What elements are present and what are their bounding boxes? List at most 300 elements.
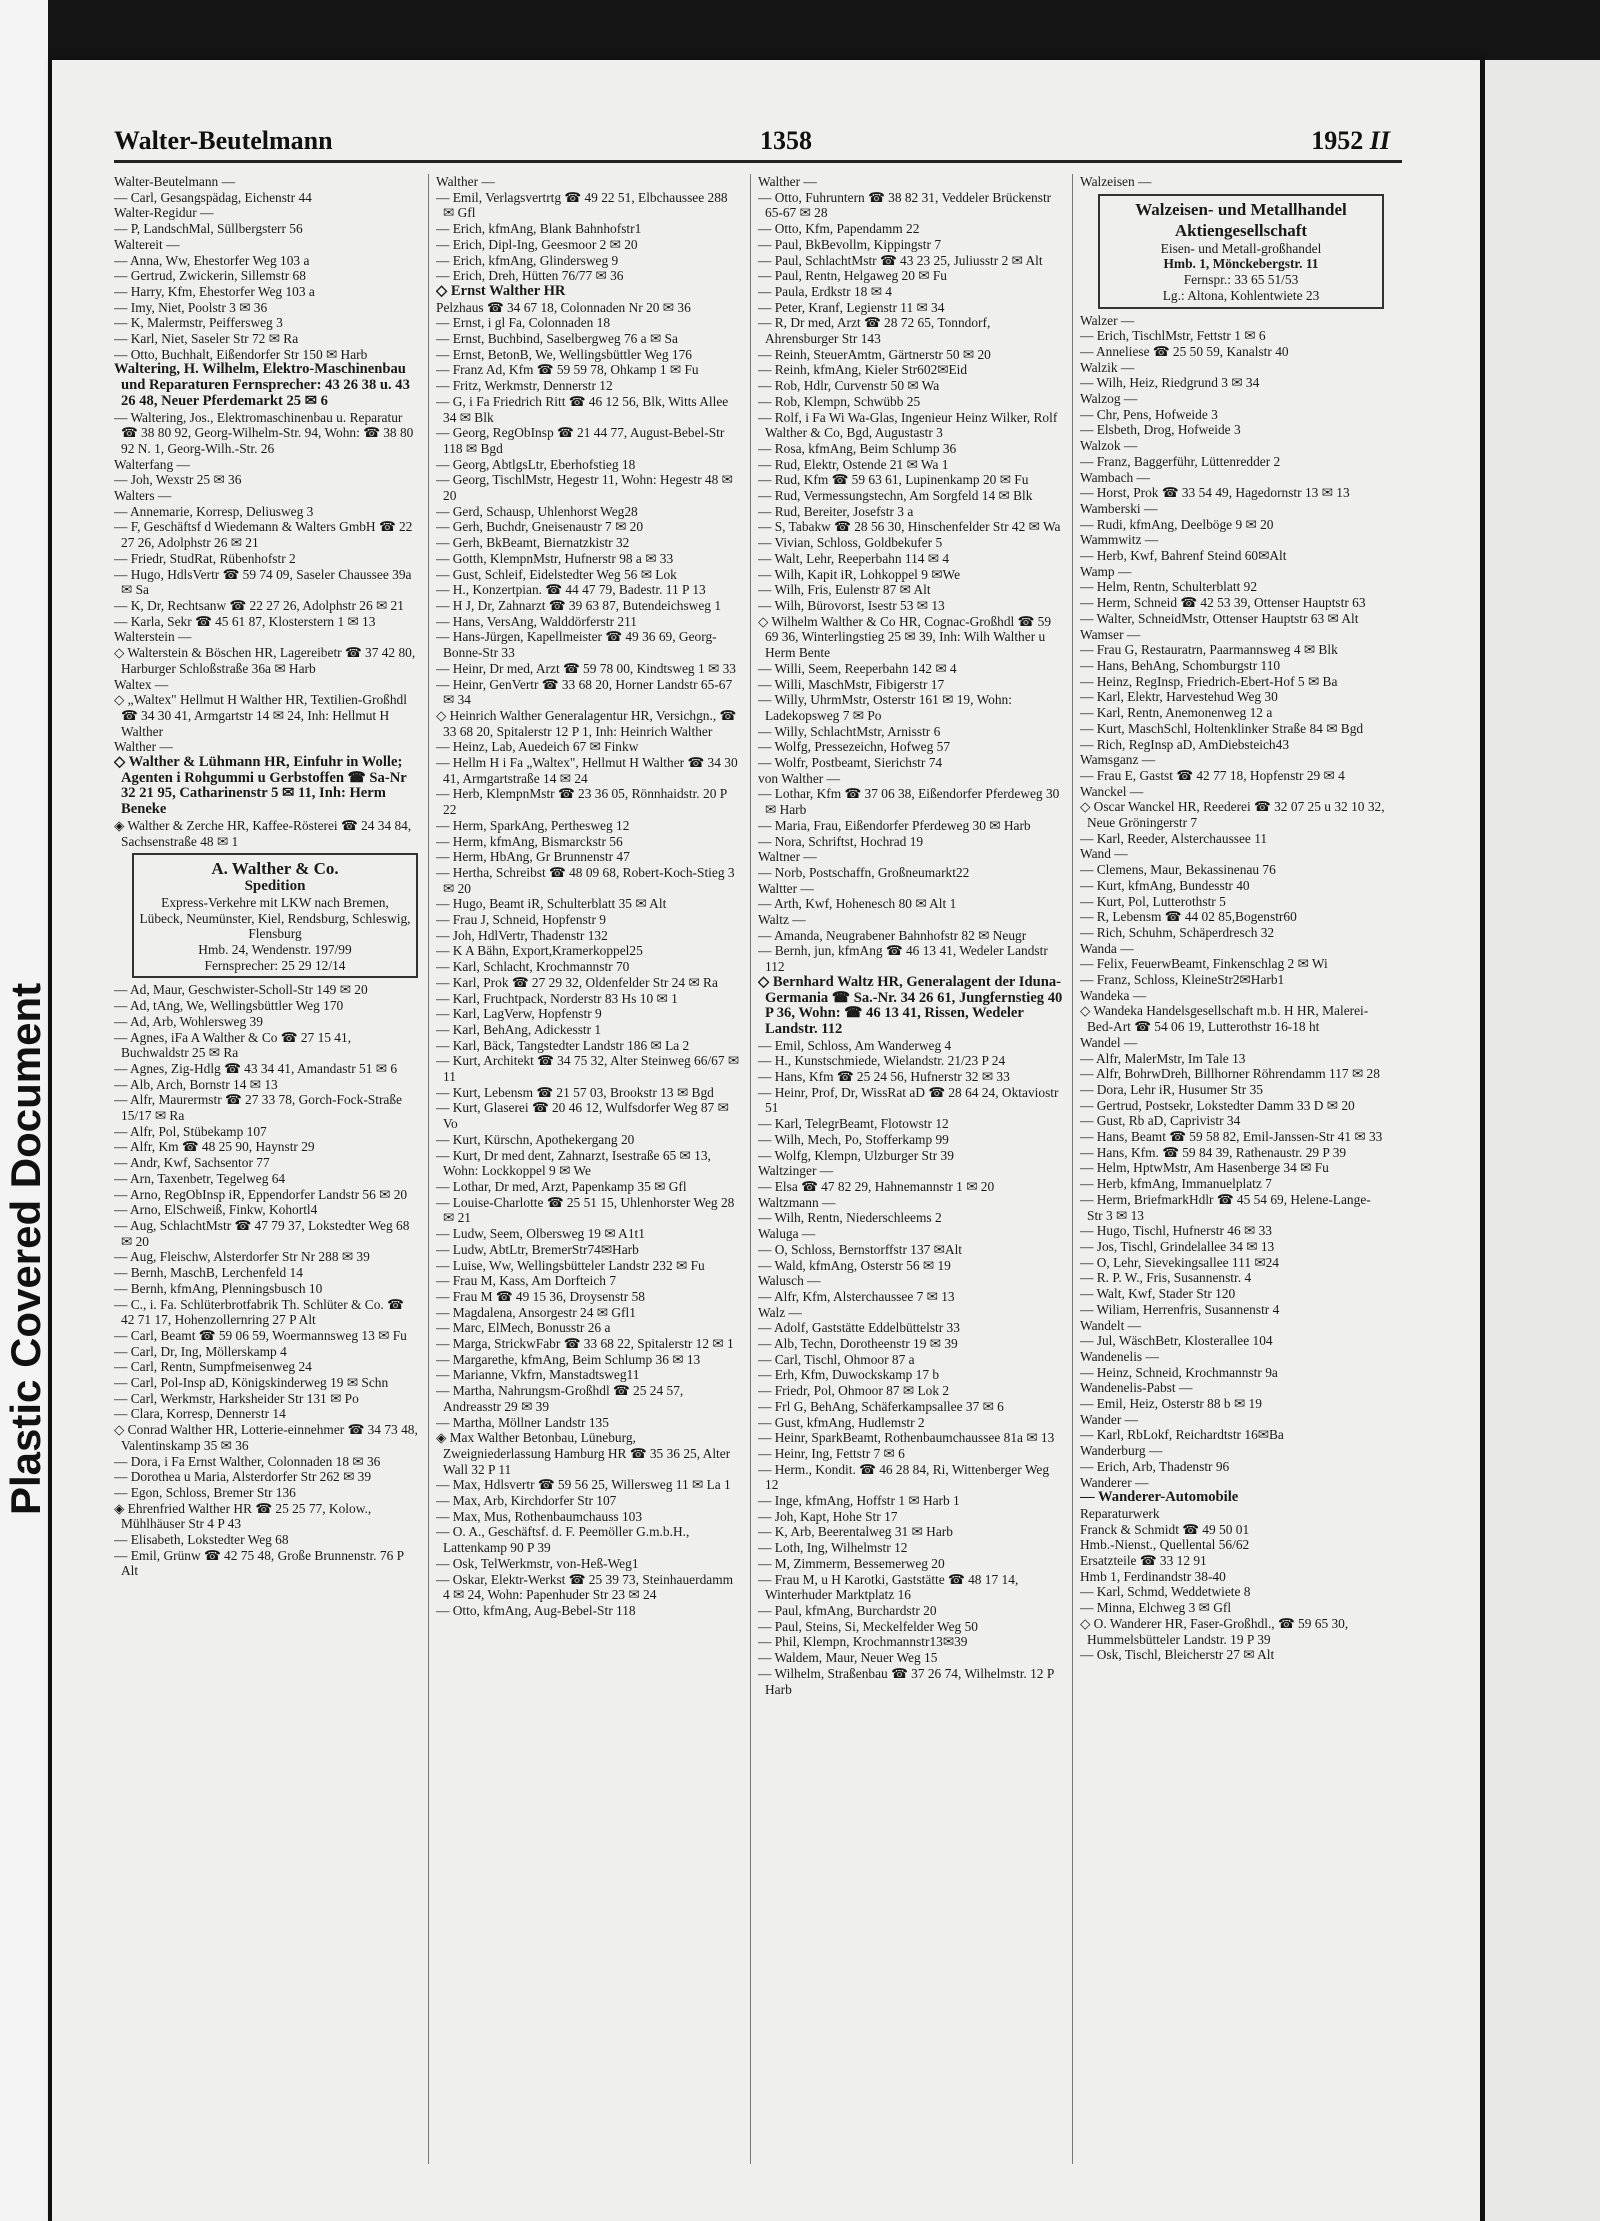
directory-entry: — Otto, Kfm, Papendamm 22 [758,221,920,237]
directory-entry: — Otto, kfmAng, Aug-Bebel-Str 118 [436,1602,636,1618]
directory-entry: — Max, Hdlsvertr ☎ 59 56 25, Willersweg 11 ✉ La 1 [436,1477,731,1493]
directory-entry: — Hertha, Schreibst ☎ 48 09 68, Robert-Koch-Stieg 3 ✉ 20 [436,864,735,896]
directory-entry: — Paul, SchlachtMstr ☎ 43 23 25, Juliusstr 2 ✉ Alt [758,252,1043,268]
directory-entry: — Walter, SchneidMstr, Ottenser Hauptstr 63 ✉ Alt [1080,610,1359,626]
directory-entry: — Amanda, Neugrabener Bahnhofstr 82 ✉ Neugr [758,927,1027,943]
directory-entry: — Heinr, GenVertr ☎ 33 68 20, Horner Landstr 65-67 ✉ 34 [436,676,733,708]
directory-entry: Waluga — [758,1226,816,1242]
directory-entry: — Karl, LagVerw, Hopfenstr 9 [436,1006,602,1022]
directory-entry: — Walt, Kwf, Stader Str 120 [1080,1286,1236,1302]
directory-entry: Wamsganz — [1080,752,1156,768]
directory-entry: von Walther — [758,770,840,786]
directory-entry: — Heinr, Ing, Fettstr 7 ✉ 6 [758,1445,905,1461]
directory-entry: — Phil, Klempn, Krochmannstr13✉39 [758,1634,968,1650]
directory-entry: — O, Schloss, Bernstorffstr 137 ✉Alt [758,1241,963,1257]
directory-entry: — Agnes, Zig-Hdlg ☎ 43 34 41, Amandastr 51 ✉ 6 [114,1060,398,1076]
directory-entry: — Ludw, AbtLtr, BremerStr74✉Harb [436,1241,639,1257]
directory-entry: — Max, Arb, Kirchdorfer Str 107 [436,1493,617,1509]
directory-entry: — Kurt, Dr med dent, Zahnarzt, Isestraße 65 ✉ 13, Wohn: Lockkoppel 9 ✉ We [436,1147,711,1179]
directory-entry: — Gerh, BkBeamt, Biernatzkistr 32 [436,535,630,551]
directory-entry: — Herm, kfmAng, Bismarckstr 56 [436,833,623,849]
directory-entry: — Frl G, BehAng, Schäferkampsallee 37 ✉ 6 [758,1398,1004,1414]
directory-entry: — Gotth, KlempnMstr, Hufnerstr 98 a ✉ 33 [436,550,674,566]
directory-entry: — Helm, HptwMstr, Am Hasenberge 34 ✉ Fu [1080,1160,1329,1176]
directory-entry: — G, i Fa Friedrich Ritt ☎ 46 12 56, Blk, Witts Allee 34 ✉ Blk [436,393,729,425]
directory-entry: — Alb, Techn, Dorotheenstr 19 ✉ 39 [758,1336,958,1352]
directory-entry: — Paul, kfmAng, Burchardstr 20 [758,1602,937,1618]
directory-entry: — Karl, RbLokf, Reichardtstr 16✉Ba [1080,1427,1284,1443]
directory-entry: — Fritz, Werkmstr, Dennerstr 12 [436,378,613,394]
directory-entry: Waltzmann — [758,1194,836,1210]
directory-entry: ◈ Max Walther Betonbau, Lüneburg, Zweigniederlassung Hamburg HR ☎ 35 36 25, Alter Wall 32 P 11 [436,1430,731,1477]
ad-a-walther-co [132,853,418,978]
directory-entry: — Heinr, SparkBeamt, Rothenbaumchaussee 81a ✉ 13 [758,1430,1055,1446]
ad-phone: Fernspr.: 33 65 51/53 [1183,272,1299,288]
directory-entry: ◇ Heinrich Walther Generalagentur HR, Versichgn., ☎ 33 68 20, Spitalerstr 12 P 1, Inh: Heinrich Walther [436,707,737,739]
directory-entry: — Franz, Baggerführ, Lüttenredder 2 [1080,453,1281,469]
directory-entry: — Louise-Charlotte ☎ 25 51 15, Uhlenhorster Weg 28 ✉ 21 [436,1194,735,1226]
directory-entry: — P, LandschMal, Süllbergsterr 56 [114,221,303,237]
directory-entry: — Carl, Werkmstr, Harksheider Str 131 ✉ Po [114,1390,359,1406]
directory-entry: — Elsbeth, Drog, Hofweide 3 [1080,422,1241,438]
directory-entry: — Herm, Schneid ☎ 42 53 39, Ottenser Hauptstr 63 [1080,595,1366,611]
directory-entry: — Kurt, Pol, Lutterothstr 5 [1080,893,1226,909]
directory-entry: Wanckel — [1080,783,1144,799]
directory-entry: — Heinz, RegInsp, Friedrich-Ebert-Hof 5 ✉ Ba [1080,673,1338,689]
directory-entry: — Willy, UhrmMstr, Osterstr 161 ✉ 19, Wohn: Ladekopsweg 7 ✉ Po [758,692,1012,723]
directory-entry: — Felix, FeuerwBeamt, Finkenschlag 2 ✉ Wi [1080,956,1328,972]
directory-entry: — Frau J, Schneid, Hopfenstr 9 [436,912,606,928]
directory-entry: Wandenelis-Pabst — [1080,1380,1193,1396]
directory-entry: Hmb.-Nienst., Quellental 56/62 [1080,1537,1250,1553]
directory-entry: Wanda — [1080,940,1134,956]
page-number: 1358 [760,126,812,155]
directory-entry: Waltering, H. Wilhelm, Elektro-Maschinenbau und Reparaturen Fernsprecher: 43 26 38 u. 43 26 48, Neuer Pferdemarkt 25 ✉ 6 [114,362,410,409]
directory-entry: ◇ Oscar Wanckel HR, Reederei ☎ 32 07 25 u 32 10 32, Neue Gröningerstr 7 [1080,799,1385,831]
directory-entry: Waltex — [114,676,169,692]
directory-entry: — Karl, TelegrBeamt, Flotowstr 12 [758,1116,949,1132]
directory-entry: ◇ O. Wanderer HR, Faser-Großhdl., ☎ 59 65 30, Hummelsbütteler Landstr. 19 P 39 [1080,1615,1349,1647]
directory-entry: — Anneliese ☎ 25 50 59, Kanalstr 40 [1080,343,1289,359]
directory-entry: — Otto, Buchhalt, Eißendorfer Str 150 ✉ Harb [114,346,368,362]
directory-entry: — Georg, AbtlgsLtr, Eberhofstieg 18 [436,456,636,472]
column-divider [1072,174,1073,2164]
header-left: Walter-Beutelmann [114,126,333,155]
directory-entry: — Ernst, Buchbind, Saselbergweg 76 a ✉ Sa [436,331,678,347]
directory-entry: — Clara, Korresp, Dennerstr 14 [114,1406,286,1422]
directory-entry: — Heinz, Schneid, Krochmannstr 9a [1080,1364,1278,1380]
directory-entry: — Herm, HbAng, Gr Brunnenstr 47 [436,849,630,865]
directory-entry: — Herb, Kwf, Bahrenf Steind 60✉Alt [1080,548,1287,564]
directory-entry: — Kurt, MaschSchl, Holtenklinker Straße 84 ✉ Bgd [1080,720,1364,736]
directory-entry: — Rich, RegInsp aD, AmDiebsteich43 [1080,736,1290,752]
side-label: Plastic Covered Document [2,982,49,1515]
directory-entry: ◇ „Waltex" Hellmut H Walther HR, Textilien-Großhdl ☎ 34 30 41, Armgartstr 14 ✉ 24, Inh: Hellmut H Walther [114,692,407,739]
directory-entry: — Anna, Ww, Ehestorfer Weg 103 a [114,252,310,268]
directory-entry: — H., Konzertpian. ☎ 44 47 79, Badestr. 11 P 13 [436,582,706,598]
directory-entry: — Wald, kfmAng, Osterstr 56 ✉ 19 [758,1257,951,1273]
column-divider [428,174,429,2164]
directory-entry: — Erich, Arb, Thadenstr 96 [1080,1458,1230,1474]
directory-entry: — Dorothea u Maria, Alsterdorfer Str 262 ✉ 39 [114,1469,372,1485]
directory-entry: — Karl, Elektr, Harvestehud Weg 30 [1080,689,1278,705]
directory-entry: — Loth, Ing, Wilhelmstr 12 [758,1540,908,1556]
directory-entry: — Alfr, BohrwDreh, Billhorner Röhrendamm 117 ✉ 28 [1080,1066,1380,1082]
directory-entry: — Karl, Fruchtpack, Norderstr 83 Hs 10 ✉ 1 [436,990,678,1006]
directory-entry: — Wilh, Kapit iR, Lohkoppel 9 ✉We [758,566,961,582]
directory-entry: — Karl, Schmd, Weddetwiete 8 [1080,1584,1251,1600]
directory-entry: — Elsa ☎ 47 82 29, Hahnemannstr 1 ✉ 20 [758,1179,995,1194]
directory-entry: — Erh, Kfm, Duwockskamp 17 b [758,1367,940,1383]
directory-entry: — Magdalena, Ansorgestr 24 ✉ Gfl1 [436,1304,636,1320]
directory-entry: — Paul, Rentn, Helgaweg 20 ✉ Fu [758,268,947,284]
directory-entry: — Kurt, kfmAng, Bundesstr 40 [1080,877,1250,893]
directory-entry: — H., Kunstschmiede, Wielandstr. 21/23 P 24 [758,1053,1006,1069]
ad-subtitle: Spedition [244,878,306,895]
directory-entry: — Rudi, kfmAng, Deelböge 9 ✉ 20 [1080,516,1274,532]
directory-entry: — Inge, kfmAng, Hoffstr 1 ✉ Harb 1 [758,1493,960,1509]
directory-entry: — R, Lebensm ☎ 44 02 85,Bogenstr60 [1080,909,1297,925]
directory-entry: — Frau M, u H Karotki, Gaststätte ☎ 48 17 14, Winterhuder Marktplatz 16 [758,1571,1019,1603]
directory-entry: — Carl, Gesangspädag, Eichenstr 44 [114,189,312,205]
directory-entry: Waltereit — [114,236,180,252]
scan-margin [0,0,48,2221]
directory-entry: Walzok — [1080,438,1138,454]
directory-entry: Wamberski — [1080,500,1158,516]
directory-entry: — Ad, Maur, Geschwister-Scholl-Str 149 ✉ 20 [114,982,368,998]
directory-entry: Walter-Beutelmann — [114,174,235,189]
directory-entry: — Emil, Grünw ☎ 42 75 48, Große Brunnenstr. 76 P Alt [114,1547,404,1579]
directory-entry: ◇ Walther & Lühmann HR, Einfuhr in Wolle; Agenten i Rohgummi u Gerbstoffen ☎ Sa-Nr 32 21 95, Catharinenstr 5 ✉ 11, Inh: Herm Beneke [114,755,407,818]
directory-entry: — Kurt, Kürschn, Apothekergang 20 [436,1131,635,1147]
directory-entry: — Alb, Arch, Bornstr 14 ✉ 13 [114,1076,278,1092]
directory-entry: — Agnes, iFa A Walther & Co ☎ 27 15 41, Buchwaldstr 25 ✉ Ra [114,1029,352,1061]
directory-entry: — Karl, Rentn, Anemonenweg 12 a [1080,705,1273,721]
column-1 [114,174,420,1579]
directory-entry: — Waldem, Maur, Neuer Weg 15 [758,1650,938,1666]
directory-entry: — Imy, Niet, Poolstr 3 ✉ 36 [114,299,268,315]
directory-entry: Walters — [114,488,172,504]
directory-entry: — Wolfr, Postbeamt, Sierichstr 74 [758,755,943,771]
directory-entry: — Gertrud, Zwickerin, Sillemstr 68 [114,268,306,284]
directory-entry: Walterfang — [114,456,190,472]
ad-title: A. Walther & Co. [211,859,339,879]
directory-entry: — Marga, StrickwFabr ☎ 33 68 22, Spitalerstr 12 ✉ 1 [436,1336,734,1352]
directory-entry: Wandenelis — [1080,1348,1159,1364]
directory-entry: — Hans, Kfm. ☎ 59 84 39, Rathenaustr. 29 P 39 [1080,1144,1347,1160]
directory-entry: — Hugo, Tischl, Hufnerstr 46 ✉ 33 [1080,1223,1272,1239]
directory-entry: — Aug, SchlachtMstr ☎ 47 79 37, Lokstedter Weg 68 ✉ 20 [114,1218,410,1249]
directory-entry: — Karl, Niet, Saseler Str 72 ✉ Ra [114,331,299,347]
directory-entry: — Clemens, Maur, Bekassinenau 76 [1080,862,1276,878]
directory-entry: ◇ Walterstein & Böschen HR, Lagereibetr ☎ 37 42 80, Harburger Schloßstraße 36a ✉ Harb [114,645,416,676]
ad-title: Walzeisen- und Metallhandel Aktiengesellschaft [1135,199,1347,240]
directory-entry: — Karl, BehAng, Adickesstr 1 [436,1021,602,1037]
directory-entry: — Oskar, Elektr-Werkst ☎ 25 39 73, Steinhauerdamm 4 ✉ 24, Wohn: Papenhuder Str 23 ✉ 24 [436,1571,734,1603]
directory-entry: — Wilh, Mech, Po, Stofferkamp 99 [758,1131,949,1147]
directory-entry: — Rosa, kfmAng, Beim Schlump 36 [758,440,957,456]
directory-entry: — Gust, kfmAng, Hudlemstr 2 [758,1414,925,1430]
directory-entry: — Alfr, Pol, Stübekamp 107 [114,1123,267,1139]
directory-entry: — Arth, Kwf, Hohenesch 80 ✉ Alt 1 [758,896,957,912]
directory-entry: ◇ Bernhard Waltz HR, Generalagent der Iduna-Germania ☎ Sa.-Nr. 34 26 61, Jungfernstieg 40 P 36, Wohn: ☎ 46 13 41, Rissen, Wedeler Landstr. 112 [758,974,1063,1037]
ad-body: Express-Verkehre mit LKW nach Bremen, Lübeck, Neumünster, Kiel, Rendsburg, Schleswig, Flensburg [139,894,411,942]
directory-entry: — Arn, Taxenbetr, Tegelweg 64 [114,1170,286,1186]
directory-entry: — K, Dr, Rechtsanw ☎ 22 27 26, Adolphstr 26 ✉ 21 [114,597,404,613]
directory-entry: — Kurt, Glaserei ☎ 20 46 12, Wulfsdorfer Weg 87 ✉ Vo [436,1100,729,1132]
directory-entry: — Margarethe, kfmAng, Beim Schlump 36 ✉ 13 [436,1351,701,1367]
directory-entry: — Egon, Schloss, Bremer Str 136 [114,1484,296,1500]
directory-entry: — Karl, Reeder, Alsterchaussee 11 [1080,830,1268,846]
directory-entry: — Emil, Schloss, Am Wanderweg 4 [758,1037,952,1053]
directory-entry: — Paula, Erdkstr 18 ✉ 4 [758,283,892,299]
directory-entry: — Vivian, Schloss, Goldbekufer 5 [758,535,943,551]
directory-entry: — O. A., Geschäftsf. d. F. Peemöller G.m.b.H., Lattenkamp 90 P 39 [436,1524,690,1556]
directory-entry: — Ernst, i gl Fa, Colonnaden 18 [436,315,611,331]
directory-entry: Wambach — [1080,469,1150,485]
ad-walzeisen [1098,194,1384,309]
directory-entry: — Friedr, Pol, Ohmoor 87 ✉ Lok 2 [758,1383,950,1399]
directory-entry: — Reinh, SteuerAmtm, Gärtnerstr 50 ✉ 20 [758,346,991,362]
directory-entry: — Hans, Beamt ☎ 59 58 82, Emil-Janssen-Str 41 ✉ 33 [1080,1129,1383,1145]
directory-entry: — Annemarie, Korresp, Deliusweg 3 [114,503,314,519]
ad-address: Hmb. 1, Mönckebergstr. 11 [1163,256,1319,272]
directory-entry: — Wilh, Bürovorst, Isestr 53 ✉ 13 [758,597,945,613]
directory-entry: — Jul, WäschBetr, Klosterallee 104 [1080,1333,1273,1349]
directory-entry: — Carl, Rentn, Sumpfmeisenweg 24 [114,1359,312,1375]
directory-entry: Walzer — [1080,312,1135,328]
directory-entry: Walzog — [1080,391,1138,407]
adjacent-page-edge [1485,60,1600,2221]
directory-entry: — Frau E, Gastst ☎ 42 77 18, Hopfenstr 29 ✉ 4 [1080,767,1345,783]
directory-entry: — Dora, i Fa Ernst Walther, Colonnaden 18 ✉ 36 [114,1453,381,1469]
directory-entry: — Alfr, Kfm, Alsterchaussee 7 ✉ 13 [758,1288,955,1304]
directory-entry: — Wilh, Fris, Eulenstr 87 ✉ Alt [758,582,931,598]
directory-entry: — Hans-Jürgen, Kapellmeister ☎ 49 36 69, Georg-Bonne-Str 33 [436,629,717,661]
directory-entry: Walzik — [1080,359,1135,375]
column-2 [436,174,742,1619]
directory-entry: — Franz, Schloss, KleineStr2✉Harb1 [1080,972,1285,988]
header-right [1311,126,1390,156]
ad-address: Hmb. 24, Wendenstr. 197/99 [198,942,352,958]
directory-entry: ◈ Walther & Zerche HR, Kaffee-Rösterei ☎ 24 34 84, Sachsenstraße 48 ✉ 1 [114,817,412,849]
directory-entry: — Heinr, Prof, Dr, WissRat aD ☎ 28 64 24, Oktaviostr 51 [758,1084,1059,1116]
directory-entry: — Herm., Kondit. ☎ 46 28 84, Ri, Wittenberger Weg 12 [758,1461,1050,1493]
column-4 [1080,174,1386,1663]
header-year: 1952 [1311,126,1364,155]
directory-entry: — Erich, kfmAng, Glindersweg 9 [436,252,619,268]
directory-entry: — Gust, Schleif, Eidelstedter Weg 56 ✉ Lok [436,566,677,582]
directory-entry: Wamp — [1080,563,1132,579]
directory-entry: — Lothar, Kfm ☎ 37 06 38, Eißendorfer Pferdeweg 30 ✉ Harb [758,786,1060,818]
directory-entry: Wandelt — [1080,1317,1142,1333]
directory-entry: Wandeka — [1080,987,1147,1003]
page-header [114,122,1402,163]
directory-entry: Pelzhaus ☎ 34 67 18, Colonnaden Nr 20 ✉ 36 [436,299,691,315]
directory-entry: — Rud, Kfm ☎ 59 63 61, Lupinenkamp 20 ✉ Fu [758,472,1029,488]
directory-entry: — Norb, Postschaffn, Großneumarkt22 [758,864,970,880]
directory-entry: — Kurt, Architekt ☎ 34 75 32, Alter Steinweg 66/67 ✉ 11 [436,1053,740,1085]
ad-storage: Lg.: Altona, Kohlentwiete 23 [1162,287,1320,303]
directory-entry: — Carl, Beamt ☎ 59 06 59, Woermannsweg 13 ✉ Fu [114,1327,407,1343]
directory-entry: — Alfr, MalerMstr, Im Tale 13 [1080,1050,1246,1066]
directory-entry: — Wilhelm, Straßenbau ☎ 37 26 74, Wilhelmstr. 12 P Harb [758,1665,1054,1697]
directory-entry: Walther — [758,174,817,189]
directory-entry: — Bernh, MaschB, Lerchenfeld 14 [114,1265,303,1281]
directory-entry: — Franz Ad, Kfm ☎ 59 59 78, Ohkamp 1 ✉ Fu [436,362,699,378]
directory-entry: — Erich, Dreh, Hütten 76/77 ✉ 36 [436,268,624,284]
directory-entry: — Hugo, HdlsVertr ☎ 59 74 09, Saseler Chaussee 39a ✉ Sa [114,566,412,598]
directory-entry: — Frau G, Restauratrn, Paarmannsweg 4 ✉ Blk [1080,642,1338,658]
directory-entry: ◇ Conrad Walther HR, Lotterie-einnehmer ☎ 34 73 48, Valentinskamp 35 ✉ 36 [114,1422,418,1453]
directory-entry: Wanderer — [1080,1474,1149,1490]
directory-entry: — Chr, Pens, Hofweide 3 [1080,406,1218,422]
directory-entry: — Erich, kfmAng, Blank Bahnhofstr1 [436,221,642,237]
directory-entry: — Carl, Pol-Insp aD, Königskinderweg 19 ✉ Schn [114,1375,389,1391]
directory-entry: Walter-Regidur — [114,205,214,221]
directory-entry: — Martha, Nahrungsm-Großhdl ☎ 25 24 57, Andreasstr 29 ✉ 39 [436,1383,684,1414]
directory-entry: — O, Lehr, Sievekingsallee 111 ✉24 [1080,1254,1279,1270]
directory-entry: — C., i. Fa. Schlüterbrotfabrik Th. Schlüter & Co. ☎ 42 71 17, Hohenzollernring 27 P Alt [114,1296,404,1328]
directory-entry: — Hellm H i Fa „Waltex", Hellmut H Walther ☎ 34 30 41, Armgartstraße 14 ✉ 24 [436,755,738,786]
directory-entry: Walther — [114,739,173,755]
directory-entry: — R, Dr med, Arzt ☎ 28 72 65, Tonndorf, Ahrensburger Str 143 [758,315,991,347]
directory-entry: Wanderburg — [1080,1443,1163,1459]
directory-entry: — Lothar, Dr med, Arzt, Papenkamp 35 ✉ Gfl [436,1179,687,1194]
directory-entry: Wamser — [1080,626,1141,642]
directory-entry: — Jos, Tischl, Grindelallee 34 ✉ 13 [1080,1239,1275,1254]
directory-entry: — Marianne, Vkfrn, Manstadtsweg11 [436,1367,640,1383]
directory-entry: — Waltering, Jos., Elektromaschinenbau u. Reparatur ☎ 38 80 92, Georg-Wilhelm-Str. 94, Wohn: ☎ 38 80 92 N. 1, Georg-Wilh.-Str. 26 [114,409,414,456]
directory-entry: Ersatzteile ☎ 33 12 91 [1080,1553,1207,1569]
directory-entry: — F, Geschäftsf d Wiedemann & Walters GmbH ☎ 22 27 26, Adolphstr 26 ✉ 21 [114,519,413,551]
column-3 [758,174,1064,1697]
directory-entry: — K, Arb, Beerentalweg 31 ✉ Harb [758,1524,953,1540]
directory-entry: ◈ Ehrenfried Walther HR ☎ 25 25 77, Kolow., Mühlhäuser Str 4 P 43 [114,1500,372,1532]
directory-entry: — Paul, BkBevollm, Kippingstr 7 [758,236,942,252]
directory-entry: Hmb 1, Ferdinandstr 38-40 [1080,1568,1226,1584]
directory-entry: — Andr, Kwf, Sachsentor 77 [114,1155,270,1171]
directory-entry: — Luise, Ww, Wellingsbütteler Landstr 232 ✉ Fu [436,1257,705,1273]
directory-entry: — Gerd, Schausp, Uhlenhorst Weg28 [436,503,638,519]
directory-entry: ◇ Wandeka Handelsgesellschaft m.b. H HR, Malerei-Bed-Art ☎ 54 06 19, Lutterothstr 16-18 ht [1080,1003,1369,1035]
directory-entry: — Reinh, kfmAng, Kieler Str602✉Eid [758,362,968,378]
directory-entry: Wandel — [1080,1034,1138,1050]
directory-entry: — Gust, Rb aD, Caprivistr 34 [1080,1113,1241,1129]
directory-entry: — Elisabeth, Lokstedter Weg 68 [114,1532,289,1548]
directory-entry: — Emil, Heiz, Osterstr 88 b ✉ 19 [1080,1396,1262,1412]
directory-entry: Walterstein — [114,629,192,645]
directory-entry: ◇ Ernst Walther HR [436,283,566,299]
directory-entry: Walusch — [758,1273,821,1289]
directory-entry: — Paul, Steins, Si, Meckelfelder Weg 50 [758,1618,978,1634]
directory-entry: Walzeisen — [1080,174,1152,189]
directory-entry: — Heinz, Lab, Auedeich 67 ✉ Finkw [436,739,639,755]
directory-entry: — S, Tabakw ☎ 28 56 30, Hinschenfelder Str 42 ✉ Wa [758,519,1061,535]
directory-entry: — Hans, VersAng, Walddörferstr 211 [436,613,637,629]
directory-entry: — Wilh, Rentn, Niederschleems 2 [758,1210,942,1226]
directory-entry: — Ad, tAng, We, Wellingsbüttler Weg 170 [114,998,344,1014]
directory-entry: — Osk, TelWerkmstr, von-Heß-Weg1 [436,1555,639,1571]
directory-entry: — Alfr, Maurermstr ☎ 27 33 78, Gorch-Fock-Straße 15/17 ✉ Ra [114,1092,402,1124]
directory-entry: ◇ Wilhelm Walther & Co HR, Cognac-Großhdl ☎ 59 69 36, Winterlingstieg 25 ✉ 39, Inh: Wilh Walther u Herm Bente [758,613,1052,661]
directory-entry: — Aug, Fleischw, Alsterdorfer Str Nr 288 ✉ 39 [114,1249,370,1265]
directory-entry: — Maria, Frau, Eißendorfer Pferdeweg 30 ✉ Harb [758,817,1031,833]
directory-entry: — Herb, KlempnMstr ☎ 23 36 05, Rönnhaidstr. 20 P 22 [436,786,727,818]
directory-entry: — Heinr, Dr med, Arzt ☎ 59 78 00, Kindtsweg 1 ✉ 33 [436,660,736,676]
directory-entry: — Willi, Seem, Reeperbahn 142 ✉ 4 [758,660,957,676]
directory-entry: — Erich, TischlMstr, Fettstr 1 ✉ 6 [1080,328,1266,344]
directory-entry: — Rud, Elektr, Ostende 21 ✉ Wa 1 [758,456,949,472]
directory-entry: — Arno, ElSchweiß, Finkw, Kohortl4 [114,1202,318,1218]
directory-entry: — Wiliam, Herrenfris, Susannenstr 4 [1080,1301,1280,1317]
directory-entry: — Rob, Hdlr, Curvenstr 50 ✉ Wa [758,378,940,394]
directory-entry: — Arno, RegObInsp iR, Eppendorfer Landstr 56 ✉ 20 [114,1186,408,1202]
directory-entry: — Walt, Lehr, Reeperbahn 114 ✉ 4 [758,550,950,566]
directory-entry: — Harry, Kfm, Ehestorfer Weg 103 a [114,283,315,299]
directory-entry: — Herm, SparkAng, Perthesweg 12 [436,817,630,833]
directory-entry: — Rich, Schuhm, Schäperdresch 32 [1080,924,1275,940]
directory-entry: — Helm, Rentn, Schulterblatt 92 [1080,579,1258,595]
directory-entry: — Bernh, jun, kfmAng ☎ 46 13 41, Wedeler Landstr 112 [758,943,1048,975]
directory-entry: — Max, Mus, Rothenbaumchauss 103 [436,1508,643,1524]
directory-entry: — Wilh, Heiz, Riedgrund 3 ✉ 34 [1080,375,1260,391]
directory-entry: — Carl, Tischl, Ohmoor 87 a [758,1351,915,1367]
directory-entry: — R. P. W., Fris, Susannenstr. 4 [1080,1270,1252,1286]
directory-entry: — Joh, Kapt, Hohe Str 17 [758,1508,898,1524]
directory-entry: Walther — [436,174,495,189]
ad-line: Eisen- und Metall-großhandel [1160,240,1322,256]
directory-entry: — Wolfg, Klempn, Ulzburger Str 39 [758,1147,954,1163]
directory-entry: Waltner — [758,849,817,865]
directory-entry: — Kurt, Lebensm ☎ 21 57 03, Brookstr 13 ✉ Bgd [436,1084,714,1100]
directory-entry: — Karl, Schlacht, Krochmannstr 70 [436,959,630,975]
directory-entry: — Joh, Wexstr 25 ✉ 36 [114,472,242,488]
directory-entry: — Nora, Schriftst, Hochrad 19 [758,833,924,849]
directory-entry: Waltz — [758,912,806,928]
directory-entry: — Willy, SchlachtMstr, Arnisstr 6 [758,723,941,739]
directory-entry: — Karla, Sekr ☎ 45 61 87, Klosterstern 1 ✉ 13 [114,613,376,629]
column-divider [750,174,751,2164]
directory-entry: — Rud, Bereiter, Josefstr 3 a [758,503,914,519]
directory-entry: — Dora, Lehr iR, Husumer Str 35 [1080,1081,1263,1097]
directory-entry: — Wolfg, Pressezeichn, Hofweg 57 [758,739,951,755]
directory-entry: Wammwitz — [1080,532,1159,548]
directory-entry: — Alfr, Km ☎ 48 25 90, Haynstr 29 [114,1139,315,1155]
directory-entry: — Georg, TischlMstr, Hegestr 11, Wohn: Hegestr 48 ✉ 20 [436,472,733,504]
directory-entry: — Herb, kfmAng, Immanuelplatz 7 [1080,1176,1272,1192]
directory-entry: — Herm, BriefmarkHdlr ☎ 45 54 69, Helene-Lange-Str 3 ✉ 13 [1080,1191,1371,1223]
directory-entry: — Ludw, Seem, Olbersweg 19 ✉ A1t1 [436,1226,645,1242]
directory-entry: Franck & Schmidt ☎ 49 50 01 [1080,1521,1250,1537]
directory-entry: — Osk, Tischl, Bleicherstr 27 ✉ Alt [1080,1647,1275,1663]
directory-entry: — Adolf, Gaststätte Eddelbüttelstr 33 [758,1320,960,1336]
directory-entry: — Wanderer-Automobile [1080,1490,1239,1506]
directory-entry: — Ernst, BetonB, We, Wellingsbüttler Weg 176 [436,346,693,362]
directory-entry: — Carl, Dr, Ing, Möllerskamp 4 [114,1343,287,1359]
directory-entry: Reparaturwerk [1080,1505,1160,1521]
directory-entry: — Bernh, kfmAng, Plenningsbusch 10 [114,1280,323,1296]
directory-entry: — Karl, Prok ☎ 27 29 32, Oldenfelder Str 24 ✉ Ra [436,974,718,990]
directory-entry: — K A Bähn, Export,Kramerkoppel25 [436,943,643,959]
directory-entry: — Gertrud, Postsekr, Lokstedter Damm 33 D ✉ 20 [1080,1097,1355,1113]
directory-entry: — Georg, RegObInsp ☎ 21 44 77, August-Bebel-Str 118 ✉ Bgd [436,425,725,456]
directory-entry: — Frau M, Kass, Am Dorfteich 7 [436,1273,617,1289]
directory-entry: — Marc, ElMech, Bonusstr 26 a [436,1320,611,1336]
directory-entry: — Hans, Kfm ☎ 25 24 56, Hufnerstr 32 ✉ 33 [758,1069,1010,1085]
directory-entry: — Martha, Möllner Landstr 135 [436,1414,609,1430]
directory-entry: Wander — [1080,1411,1139,1427]
